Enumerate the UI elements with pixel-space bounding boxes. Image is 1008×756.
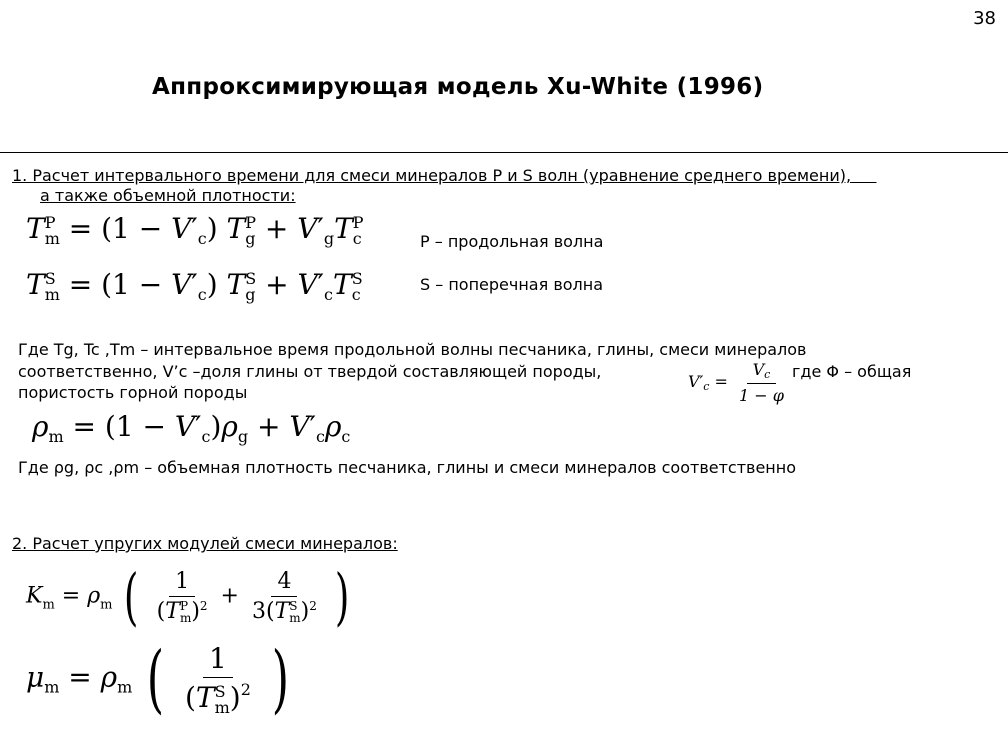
slide-title: Аппроксимирующая модель Xu-White (1996) — [152, 74, 764, 100]
section1-heading — [12, 166, 877, 185]
equation-vc: V′c = $\frac{Vc}{1 - \varphi}$ — [688, 360, 784, 405]
para1-line3: пористость горной породы — [18, 383, 248, 402]
title-divider — [0, 152, 1008, 153]
section2-heading: 2. Расчет упругих модулей смеси минералов: — [12, 534, 398, 553]
equation-mu: $\mu_m = \rho_m$ ( 1 (T S m )$^2$ ) — [26, 636, 289, 722]
note-s-wave: S – поперечная волна — [420, 275, 604, 294]
equation-ts: T S m = $(1 - V'_c)$ T S g + $V'_cT$ S c — [26, 268, 363, 304]
section1-line1: 1. Расчет интервального времени для смеси минералов P и S волн (уравнение среднего времени), — [12, 166, 852, 185]
note-p-wave: P – продольная волна — [420, 232, 604, 251]
page-number: 38 — [973, 8, 996, 29]
equation-k: $K_m = \rho_m$ ( 1 (T P m )$^2$ + 4 3(T S m )$^2$ ) — [26, 560, 350, 633]
equation-tp: T P m = $(1 - V'_c)$ T P g + $V'_gT$ P c — [26, 212, 364, 248]
para2: Где ρg, ρc ,ρm – объемная плотность песчаника, глины и смеси минералов соответственно — [18, 458, 797, 477]
section1-line2: а также объемной плотности: — [40, 186, 296, 205]
para1-line2a: соответственно, V’c –доля глины от твердой составляющей породы, — [18, 362, 602, 381]
para1-line2b: где Φ – общая — [792, 362, 912, 381]
para1-line1: Где Tg, Tc ,Tm – интервальное время продольной волны песчаника, глины, смеси минералов — [18, 340, 807, 359]
equation-rho: $\rho_m = (1 - V'_c)\rho_g + V'_c\rho_c$ — [32, 410, 351, 446]
